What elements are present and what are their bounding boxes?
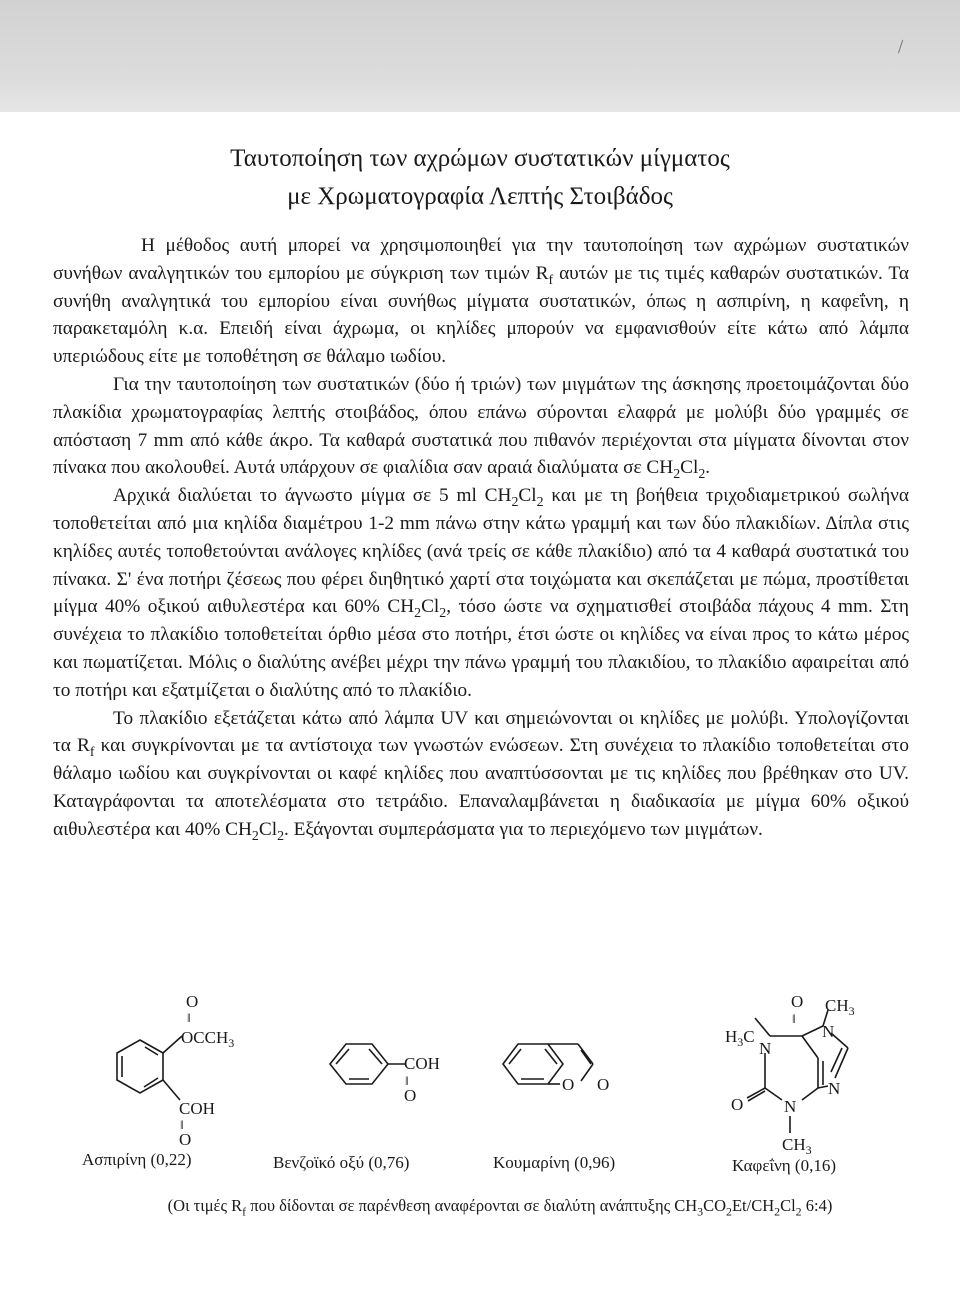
caffeine-bond-top: ‖	[792, 1011, 796, 1026]
p3-text-b: Cl	[518, 485, 537, 507]
p3-text-d: Cl	[421, 596, 440, 618]
p2-text-b: Cl	[680, 457, 699, 479]
aspirin-structure	[80, 988, 260, 1149]
p4-text-a: Το πλακίδιο εξετάζεται κάτω από λάμπα UV και σημειώνονται οι κηλίδες με μολύβι. Υπολογίζονται τα R	[53, 707, 909, 757]
p3-sub-1: 2	[511, 495, 519, 511]
paragraph-3	[53, 482, 909, 704]
benzoic-acid-structure	[295, 1008, 475, 1158]
p3-text-e: , τόσο ώστε να σχηματισθεί στοιβάδα πάχους 4 mm. Στη συνέχεια το πλακίδιο τοποθετείται όρθιο μέσα στο ποτήρι, έτσι ώστε οι κηλίδες να είναι προς το κάτω μέρος και πωματίζεται. Μόλις ο διαλύτης ανέβει μέχρι την πάνω γραμμή του πλακιδίου, το πλακίδιο αφαιρείται από το ποτήρι και εξατμίζεται ο διαλύτης από το πλακίδιο.	[53, 596, 909, 701]
caffeine-n-right-top: N	[822, 1022, 835, 1041]
coumarin-ring-o: O	[562, 1075, 575, 1094]
p3-sub-4: 2	[439, 606, 447, 622]
aspirin-coh: COH	[179, 1099, 215, 1118]
p3-sub-2: 2	[536, 495, 544, 511]
benzoic-bond: ‖	[405, 1073, 409, 1088]
aspirin-bond-bottom: ‖	[180, 1117, 184, 1132]
caffeine-h3c: $H_3C$	[725, 1027, 755, 1049]
p1-text-b: αυτών με τις τιμές καθαρών συστατικών. Τα συνήθη αναλγητικά του εμπορίου είναι συνήθως μίγματα συστατικών, όπως η ασπιρίνη, η καφεΐνη, η παρακεταμόλη κ.α. Επειδή είναι άχρωμα, οι κηλίδες μπορούν να εμφανισθούν είτε κάτω από λάμπα υπεριώδους είτε με τοποθέτηση σε θάλαμο ιωδίου.	[53, 262, 909, 368]
aspirin-o-top: O	[186, 992, 199, 1011]
aspirin-bond-top: ‖	[187, 1010, 191, 1025]
p4-sub-2: 2	[251, 828, 259, 844]
p2-sub-2: 2	[698, 467, 706, 483]
caffeine-ch3-top: $CH_3$	[825, 996, 855, 1018]
title-line-1: Ταυτοποίηση των αχρώμων συστατικών μίγματος	[230, 145, 730, 172]
aspirin-o-bottom: O	[179, 1130, 192, 1149]
benzoic-coh: COH	[404, 1054, 440, 1073]
coumarin-carbonyl-o: O	[597, 1075, 610, 1094]
coumarin-caption: Κουμαρίνη (0,96)	[493, 1153, 616, 1172]
paragraph-2	[53, 371, 909, 482]
caffeine-o-top: O	[791, 992, 804, 1011]
aspirin-caption: Ασπιρίνη (0,22)	[82, 1150, 192, 1169]
p4-text-c: Cl	[258, 818, 278, 840]
p4-text-b: και συγκρίνονται με τα αντίστοιχα των γνωστών ενώσεων. Στη συνέχεια το πλακίδιο τοποθετείται στο θάλαμο ιωδίου και συγκρίνονται οι καφέ κηλίδες που αναπτύσσονται με τις κηλίδες που βρέθηκαν στο UV. Καταγράφονται τα αποτελέσματα στο τετράδιο. Επαναλαμβάνεται η διαδικασία με μίγμα 60% οξικού αιθυλεστέρα και 40% CH	[53, 735, 910, 840]
p2-text-c: .	[705, 457, 711, 479]
document-title	[40, 140, 920, 216]
p1-sub: f	[548, 272, 554, 288]
p2-text-a: Για την ταυτοποίηση των συστατικών (δύο ή τριών) των μιγμάτων της άσκησης προετοιμάζονται δύο πλακίδια χρωματογραφίας λεπτής στοιβάδος, όπου επάνω σύρονται ελαφρά με μολύβι δύο γραμμές σε απόσταση 7 mm από κάθε άκρο. Τα καθαρά συστατικά που πιθανόν περιέχονται στα μίγματα δίνονται στον πίνακα που ακολουθεί. Αυτά υπάρχουν σε φιαλίδια σαν αραιά διαλύματα σε CH	[53, 373, 909, 479]
title-line-2: με Χρωματογραφία Λεπτής Στοιβάδος	[287, 183, 673, 210]
benzoic-caption: Βενζοϊκό οξύ (0,76)	[273, 1153, 410, 1172]
caffeine-n1: N	[759, 1039, 772, 1058]
caffeine-n3: N	[784, 1097, 797, 1116]
p1-text-a: Η μέθοδος αυτή μπορεί να χρησιμοποιηθεί για την ταυτοποίηση των αχρώμων συστατικών συνήθων αναλγητικών του εμπορίου με σύγκριση των τιμών R	[53, 235, 909, 284]
p4-sub-1: f	[89, 745, 95, 761]
structures-figure	[60, 988, 920, 1188]
p3-text-c: και με τη βοήθεια τριχοδιαμετρικού σωλήνα τοποθετείται από μια κηλίδα διαμέτρου 1-2 mm πάνω στην κάτω γραμμή και των δύο πλακιδίων. Δίπλα στις κηλίδες αυτές τοποθετούνται ανάλογες κηλίδες (ανά τρείς σε κάθε πλακίδιο) από τα 4 καθαρά συστατικά του πίνακα. Σ' ένα ποτήρι ζέσεως που φέρει διηθητικό χαρτί στα τοιχώματα και σκεπάζεται με πώμα, προστίθεται μίγμα 40% οξικού αιθυλεστέρα και 60% CH	[53, 485, 909, 618]
p2-sub-1: 2	[673, 467, 681, 483]
paragraph-4	[53, 705, 909, 844]
p4-sub-3: 2	[277, 828, 284, 844]
p3-sub-3: 2	[414, 606, 422, 622]
caffeine-ch3-bottom: $CH_3$	[782, 1135, 812, 1157]
aspirin-occh3: $OCCH_3$	[181, 1028, 235, 1050]
document-body	[53, 232, 909, 844]
footnote: (Οι τιμές $R_f$ που δίδονται σε παρένθεση αναφέρονται σε διαλύτη ανάπτυξης $CH_3CO_2Et/CH_2Cl_2$ 6:4)	[167, 1196, 833, 1219]
scan-border-top	[0, 0, 960, 112]
caffeine-n-right-bottom: N	[828, 1079, 841, 1098]
caffeine-caption: Καφεΐνη (0,16)	[732, 1156, 836, 1175]
caffeine-structure	[685, 988, 905, 1163]
caffeine-o-left: O	[731, 1095, 744, 1114]
p4-text-d: . Εξάγονται συμπεράσματα για το περιεχόμενο των μιγμάτων.	[284, 818, 763, 840]
benzoic-o: O	[404, 1086, 417, 1105]
p3-text-a: Αρχικά διαλύεται το άγνωστο μίγμα σε 5 ml CH	[113, 485, 512, 507]
paragraph-1	[53, 232, 909, 371]
coumarin-structure	[478, 1008, 678, 1158]
